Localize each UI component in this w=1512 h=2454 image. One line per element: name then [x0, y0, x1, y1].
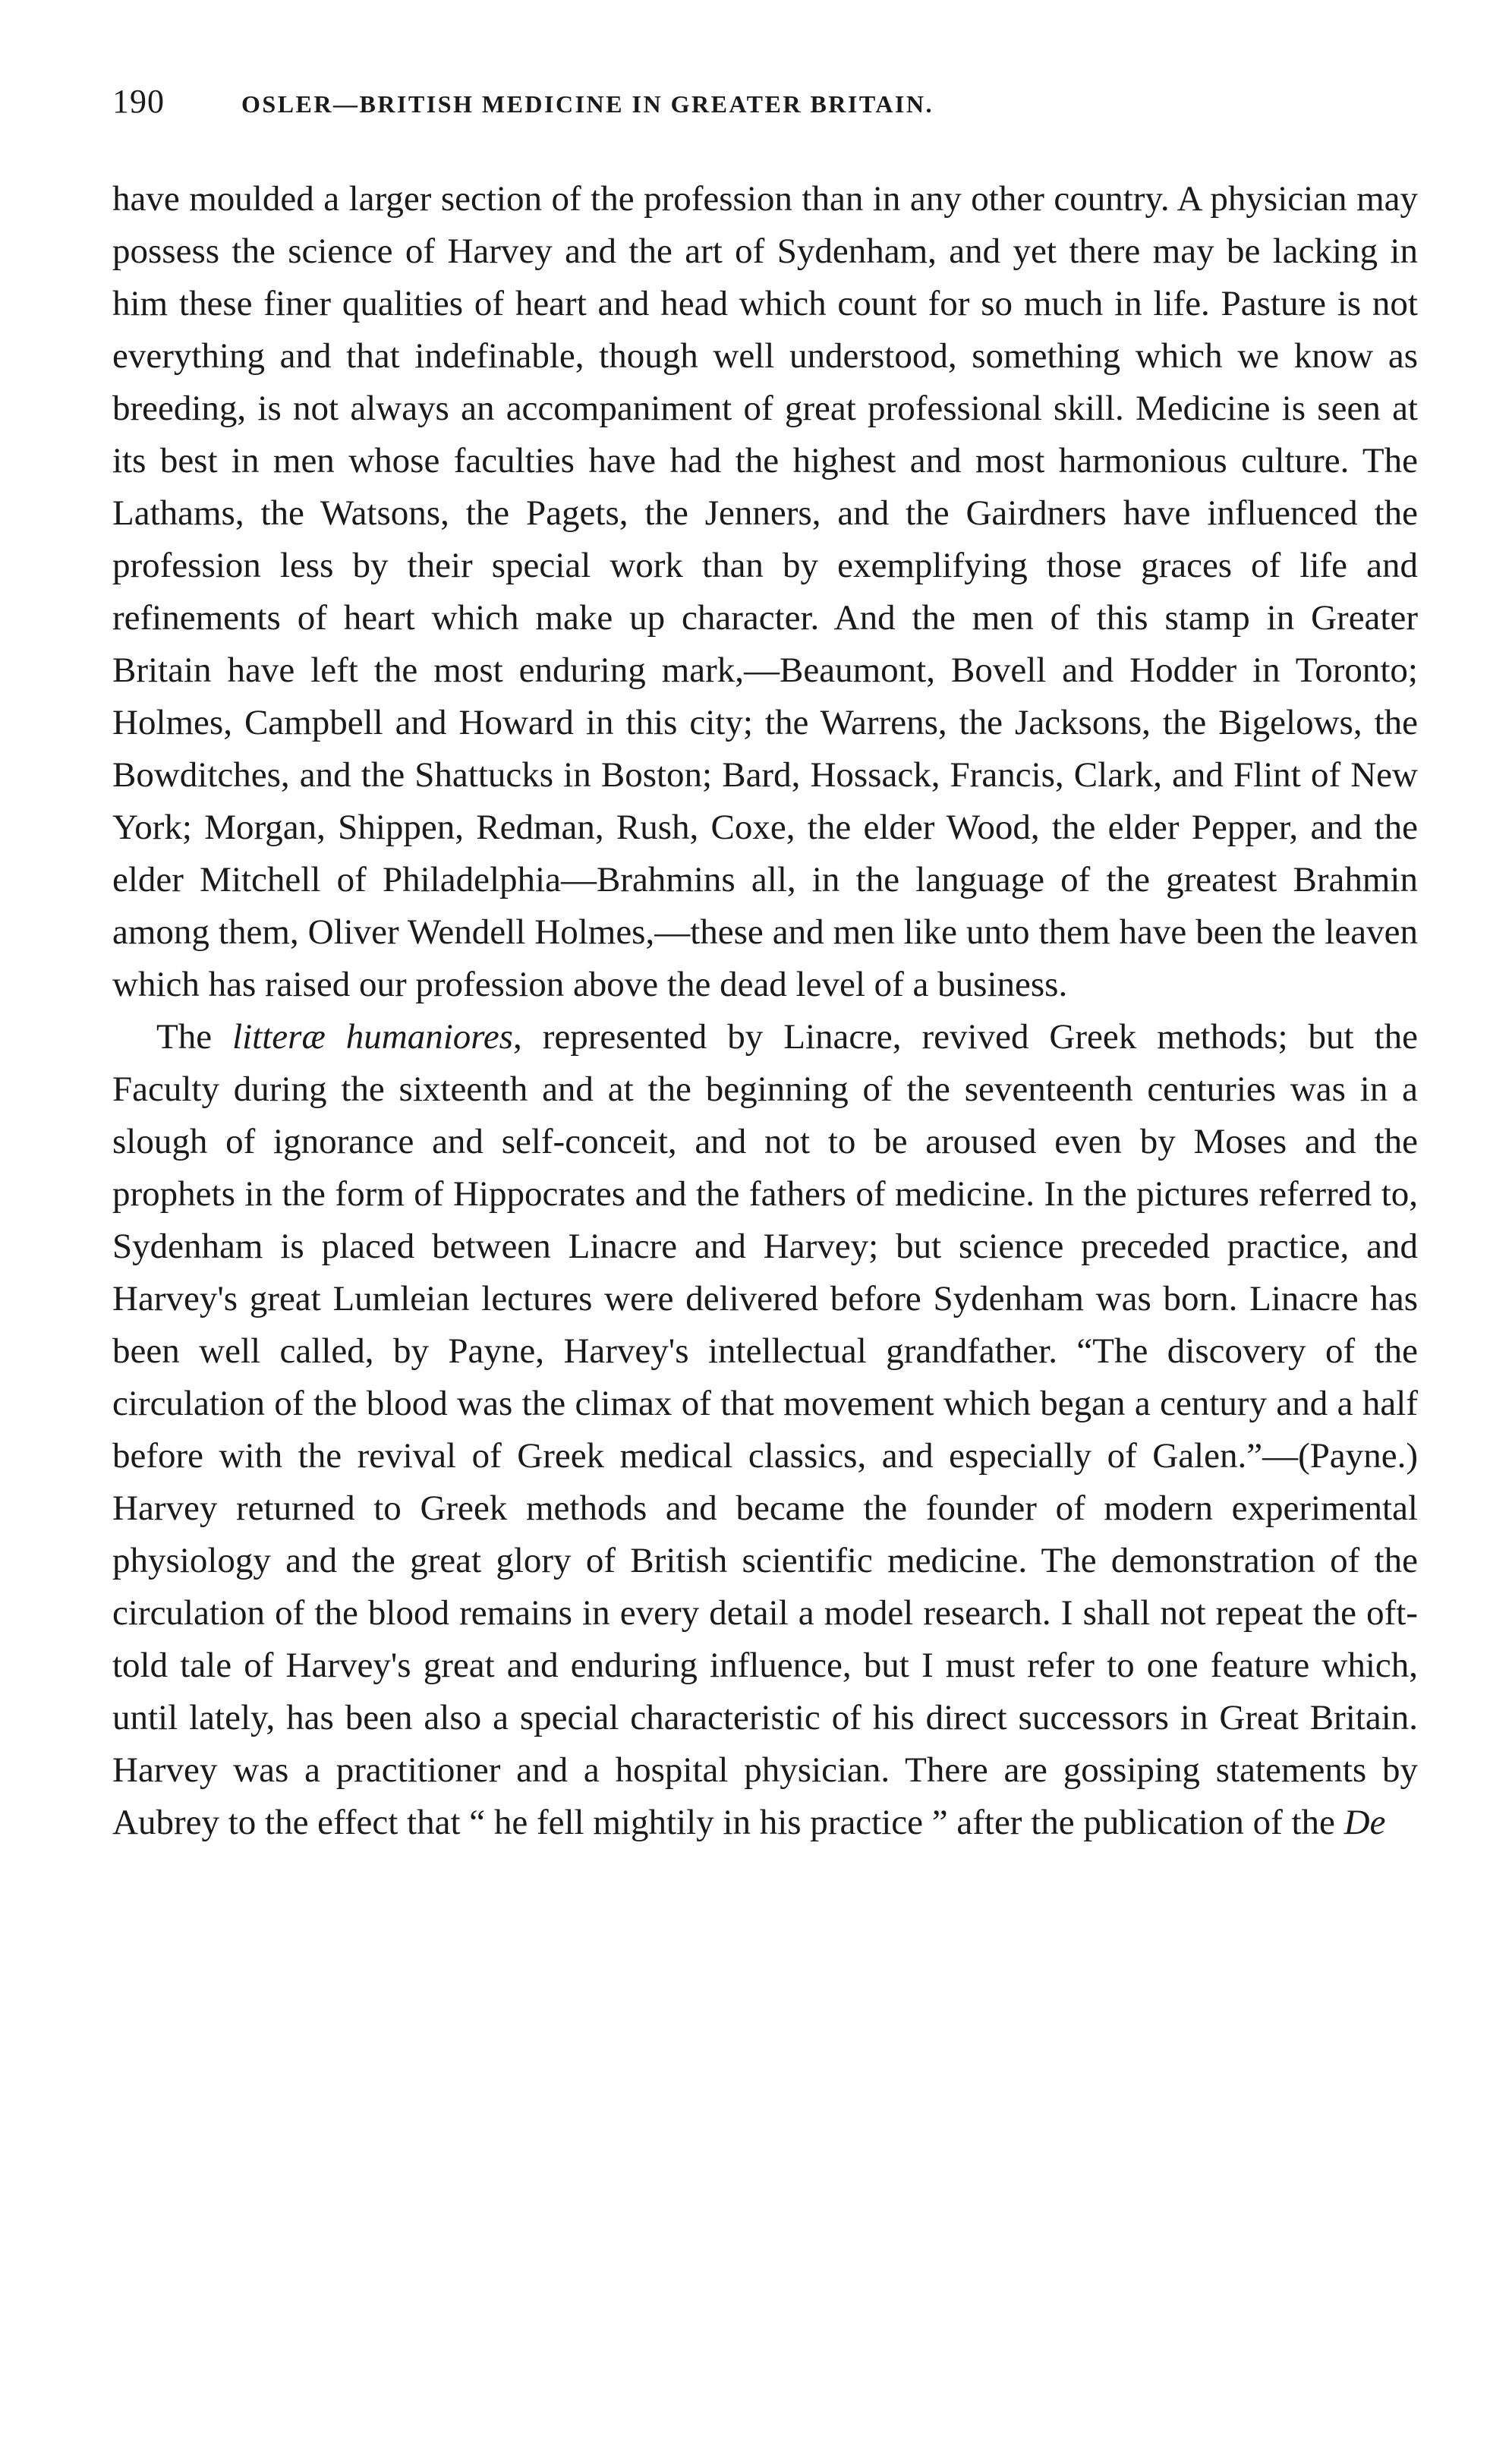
trailing-italic-word: De — [1343, 1803, 1386, 1842]
book-page — [112, 82, 1418, 1849]
page-number: 190 — [112, 83, 165, 120]
paragraph-2-body: , represented by Linacre, revived Greek methods; but the Faculty during the sixteenth and at the beginning of the seventeenth centuries was in a slough of ignorance and self-conceit, and not to be aroused even by Moses and the prophets in the form of Hippocrates and the fathers of medicine. In the pictures referred to, Sydenham is placed between Linacre and Harvey; but science preceded practice, and Harvey's great Lumleian lectures were delivered before Sydenham was born. Linacre has been well called, by Payne, Harvey's intellectual grandfather. “The discovery of the circulation of the blood was the climax of that movement which began a century and a half before with the revival of Greek medical classics, and especially of Galen.”—(Payne.) Harvey returned to Greek methods and became the founder of modern experimental physiology and the great glory of British scientific medicine. The demonstration of the circulation of the blood remains in every detail a model research. I shall not repeat the oft-told tale of Harvey's great and enduring influence, but I must refer to one feature which, until lately, has been also a special characteristic of his direct successors in Great Britain. Harvey was a practitioner and a hospital physician. There are gossiping statements by Aubrey to the effect that “ he fell mightily in his practice ” after the publication of the — [112, 1017, 1418, 1842]
running-head — [112, 82, 1418, 128]
paragraph-1: have moulded a larger section of the profession than in any other country. A physician may possess the science of Harvey and the art of Sydenham, and yet there may be lacking in him these finer qualities of heart and head which count for so much in life. Pasture is not everything and that indefinable, though well understood, something which we know as breeding, is not always an accompaniment of great professional skill. Medicine is seen at its best in men whose faculties have had the highest and most harmonious culture. The Lathams, the Watsons, the Pagets, the Jenners, and the Gairdners have influenced the profession less by their special work than by exemplifying those graces of life and refinements of heart which make up character. And the men of this stamp in Greater Britain have left the most enduring mark,—Beaumont, Bovell and Hodder in Toronto; Holmes, Campbell and Howard in this city; the Warrens, the Jacksons, the Bigelows, the Bowditches, and the Shattucks in Boston; Bard, Hossack, Francis, Clark, and Flint of New York; Morgan, Shippen, Redman, Rush, Coxe, the elder Wood, the elder Pepper, and the elder Mitchell of Philadelphia—Brahmins all, in the language of the greatest Brahmin among them, Oliver Wendell Holmes,—these and men like unto them have been the leaven which has raised our profession above the dead level of a business. — [112, 179, 1418, 1004]
paragraph-2 — [112, 1011, 1418, 1849]
body-text — [112, 173, 1418, 1849]
running-title: OSLER—BRITISH MEDICINE IN GREATER BRITAIN. — [241, 90, 934, 118]
paragraph-2-lead: The — [156, 1017, 213, 1057]
latin-phrase: litteræ humaniores — [232, 1017, 513, 1057]
